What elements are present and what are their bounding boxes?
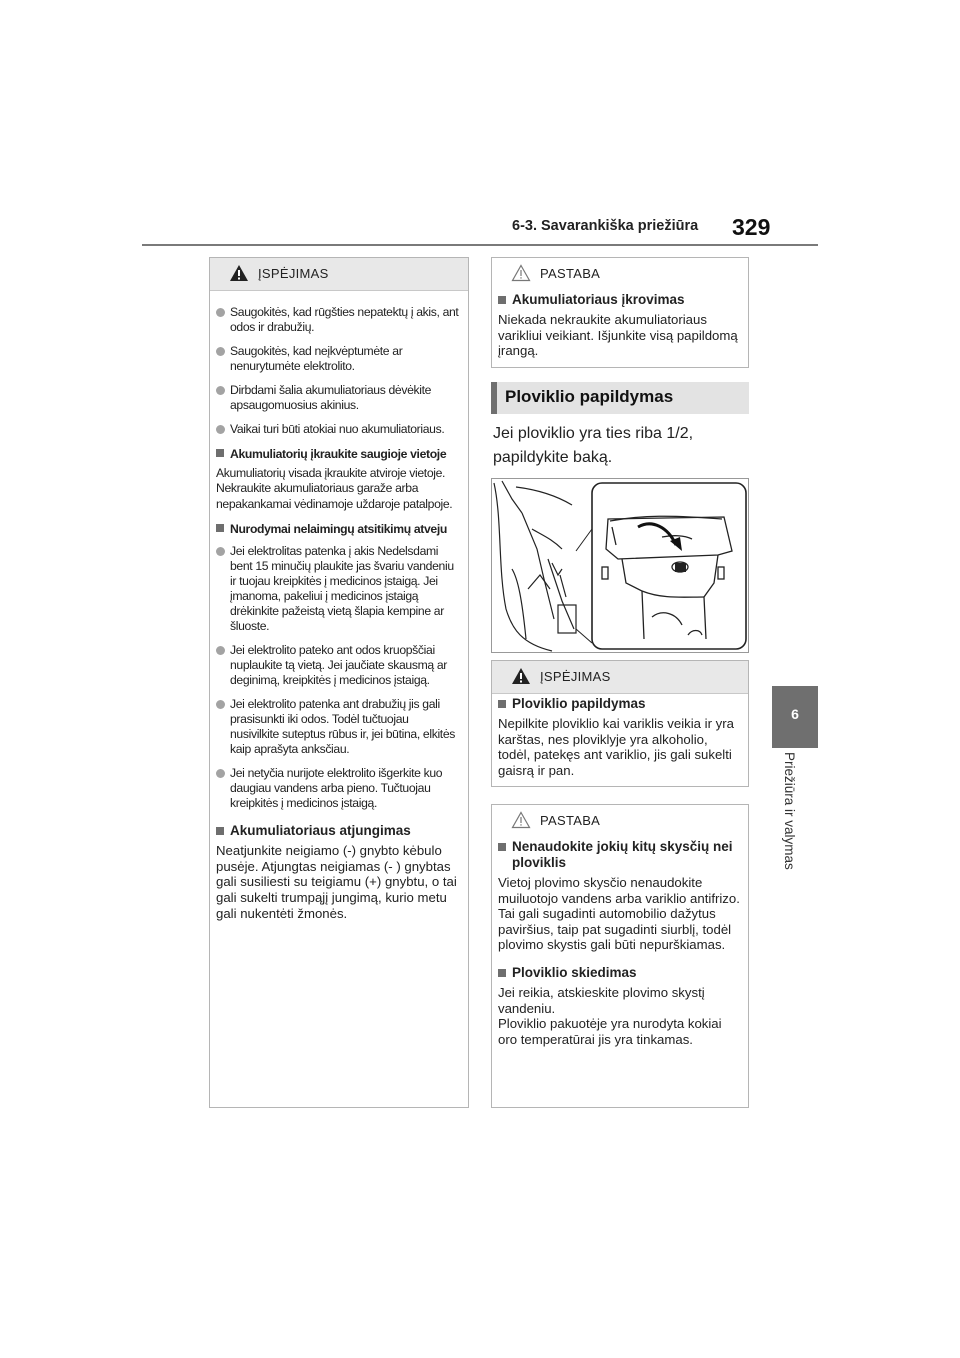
notice-box-fluids bbox=[491, 804, 749, 1108]
warning-title: ĮSPĖJIMAS bbox=[258, 266, 329, 281]
notice-triangle-icon bbox=[511, 264, 531, 282]
subheading: Akumuliatoriaus įkrovimas bbox=[498, 292, 740, 308]
paragraph: Akumuliatorių visada įkraukite atviroje vietoje. Nekraukite akumuliatoriaus garaže arba nepakankamai vėdinamoje uždaroje patalpoje. bbox=[216, 466, 453, 511]
warning-box-washer bbox=[491, 660, 749, 787]
chapter-label: Priežiūra ir valymas bbox=[782, 752, 797, 870]
notice-box-header bbox=[492, 258, 748, 290]
notice-title: PASTABA bbox=[540, 813, 601, 828]
list-item: Saugokitės, kad rūgšties nepatektų į akis, ant odos ir drabužių. bbox=[216, 305, 460, 335]
list-item: Jei elektrolitas patenka į akis Nedelsdami bent 15 minučių plaukite jas švariu vandeniu ir tuojau kreipkitės į medicinos įstaigą. Jei įmanoma, pakeliui į medicinos įstaigą drėkinkite pažeistą vietą šlapia kempine ar šluoste. bbox=[216, 544, 460, 634]
list-item: Vaikai turi būti atokiai nuo akumuliatoriaus. bbox=[216, 422, 460, 437]
paragraph: Nepilkite ploviklio kai variklis veikia ir yra karštas, nes ploviklyje yra alkoholio, todėl, patekęs ant variklio, jis gali sukelti gaisrą ir pan. bbox=[498, 716, 734, 778]
page-number: 329 bbox=[732, 214, 771, 240]
body-text: Jei ploviklio yra ties riba 1/2, papildykite baką. bbox=[493, 425, 694, 466]
section-header: 6-3. Savarankiška priežiūra bbox=[512, 218, 699, 234]
warning-title: ĮSPĖJIMAS bbox=[540, 669, 611, 684]
warning-box-header bbox=[492, 661, 748, 694]
section-title-bar bbox=[491, 382, 749, 414]
paragraph: Neatjunkite neigiamo (-) gnybto kėbulo pusėje. Atjungtas neigiamas (- ) gnybtas gali susiliesti su teigiamu (+) gnybtu, o tai gali sukelti trumpąjį jungimą, kurio metu gali nukentėti žmonės. bbox=[216, 843, 457, 921]
chapter-label-wrapper bbox=[782, 752, 808, 912]
paragraph: Vietoj plovimo skysčio nenaudokite muiluotojo vandens arba variklio antifrizo. Tai gali sugadinti automobilio dažytus paviršius, taip pat sugadinti siurblį, todėl plovimo skystis gali būti nepurškiamas. bbox=[498, 875, 740, 953]
subheading: Nurodymai nelaimingų atsitikimų atveju bbox=[216, 522, 460, 537]
paragraph: Niekada nekraukite akumuliatoriaus varikliui veikiant. Išjunkite visą papildomą įrangą. bbox=[498, 312, 738, 359]
header-rule bbox=[142, 244, 818, 246]
subheading: Ploviklio skiedimas bbox=[498, 965, 740, 981]
section-title: Ploviklio papildymas bbox=[505, 387, 674, 406]
subheading: Ploviklio papildymas bbox=[498, 696, 740, 712]
chapter-number: 6 bbox=[791, 706, 799, 722]
subheading: Akumuliatoriaus atjungimas bbox=[216, 823, 460, 839]
list-item: Saugokitės, kad neįkvėptumėte ar nenurytumėte elektrolito. bbox=[216, 344, 460, 374]
washer-reservoir-illustration bbox=[491, 478, 749, 653]
warning-triangle-icon bbox=[511, 667, 531, 685]
subheading: Nenaudokite jokių kitų skysčių nei ploviklis bbox=[498, 839, 740, 871]
warning-triangle-icon bbox=[229, 264, 249, 282]
notice-triangle-icon bbox=[511, 811, 531, 829]
list-item: Jei elektrolito patenka ant drabužių jis gali prasisunkti iki odos. Todėl tučtuojau nusivilkite suteptus rūbus ir, jei būtina, elkitės kaip aprašyta anksčiau. bbox=[216, 697, 460, 757]
warning-box-battery bbox=[209, 257, 469, 1108]
warning-box-header bbox=[210, 258, 468, 291]
paragraph: Jei reikia, atskieskite plovimo skystį vandeniu. Ploviklio pakuotėje yra nurodyta kokiai oro temperatūrai jis yra tinkamas. bbox=[498, 984, 722, 1047]
list-item: Dirbdami šalia akumuliatoriaus dėvėkite apsaugomuosius akinius. bbox=[216, 383, 460, 413]
list-item: Jei netyčia nurijote elektrolito išgerkite kuo daugiau vandens arba pieno. Tučtuojau kreipkitės į medicinos įstaigą. bbox=[216, 766, 460, 811]
notice-box-charging bbox=[491, 257, 749, 368]
notice-title: PASTABA bbox=[540, 266, 601, 281]
subheading: Akumuliatorių įkraukite saugioje vietoje bbox=[216, 447, 460, 462]
notice-box-header bbox=[492, 805, 748, 837]
list-item: Jei elektrolito pateko ant odos kruopščiai nuplaukite tą vietą. Jei jaučiate skausmą ar deginimą, kreipkitės į medicinos įstaigą. bbox=[216, 643, 460, 688]
engine-bay-drawing bbox=[492, 479, 749, 653]
